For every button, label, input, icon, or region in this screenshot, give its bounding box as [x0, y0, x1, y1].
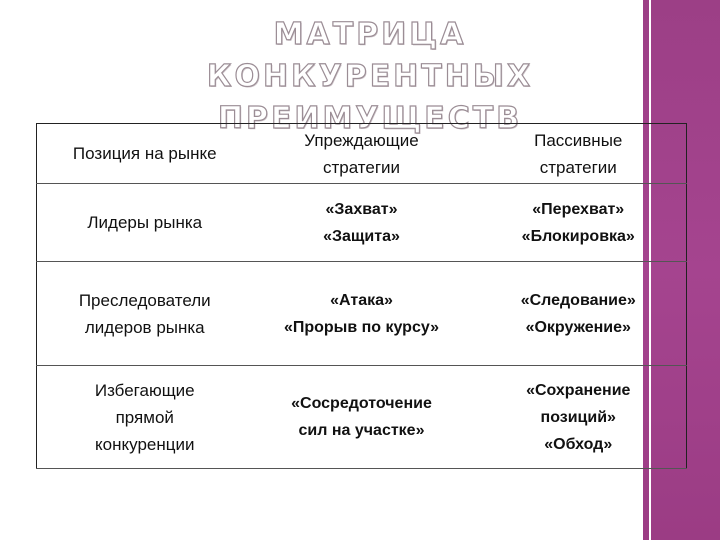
row-position-cell	[37, 366, 253, 469]
cell-text: «Обход»	[544, 435, 613, 453]
row-passive-cell	[471, 184, 687, 262]
table-row	[37, 184, 687, 262]
slide-title-line-2: ПРЕИМУЩЕСТВ	[217, 101, 523, 136]
cell-text: «Захват»	[325, 200, 398, 218]
header-passive-line-1: Пассивные	[534, 130, 623, 150]
cell-text: «Защита»	[323, 227, 400, 245]
header-position	[37, 124, 253, 184]
strategy-matrix-table	[36, 123, 687, 469]
header-passive	[471, 124, 687, 184]
cell-text: прямой	[115, 407, 174, 427]
slide-title-line-1: МАТРИЦА КОНКУРЕНТНЫХ	[206, 17, 534, 94]
cell-text: «Сохранение	[526, 381, 631, 399]
row-preemptive-cell	[253, 184, 471, 262]
row-position-cell	[37, 262, 253, 366]
cell-text: «Перехват»	[532, 200, 625, 218]
cell-text: «Окружение»	[525, 318, 631, 336]
cell-text: «Блокировка»	[521, 227, 635, 245]
cell-text: «Следование»	[520, 291, 636, 309]
row-preemptive-cell	[253, 366, 471, 469]
header-preemptive-line-2: стратегии	[322, 157, 401, 177]
cell-text: «Прорыв по курсу»	[283, 318, 440, 336]
table-header-row	[37, 124, 687, 184]
cell-text: Преследователи	[78, 290, 211, 310]
header-preemptive-line-1: Упреждающие	[304, 130, 419, 150]
slide-title	[110, 14, 630, 140]
header-preemptive	[253, 124, 471, 184]
table-row	[37, 262, 687, 366]
cell-text: лидеров рынка	[84, 317, 205, 337]
cell-text: позиций»	[540, 408, 616, 426]
header-passive-line-2: стратегии	[539, 157, 617, 177]
cell-text: «Сосредоточение	[291, 395, 432, 412]
cell-text: конкуренции	[95, 434, 195, 454]
row-preemptive-cell	[253, 262, 471, 366]
cell-text: Избегающие	[94, 380, 195, 400]
cell-text: Лидеры рынка	[87, 213, 203, 232]
table-row	[37, 366, 687, 469]
row-passive-cell	[471, 366, 687, 469]
cell-text: «Атака»	[330, 291, 393, 309]
row-position-cell	[37, 184, 253, 262]
cell-text: сил на участке»	[298, 422, 425, 439]
row-passive-cell	[471, 262, 687, 366]
header-position-text: Позиция на рынке	[72, 144, 217, 163]
